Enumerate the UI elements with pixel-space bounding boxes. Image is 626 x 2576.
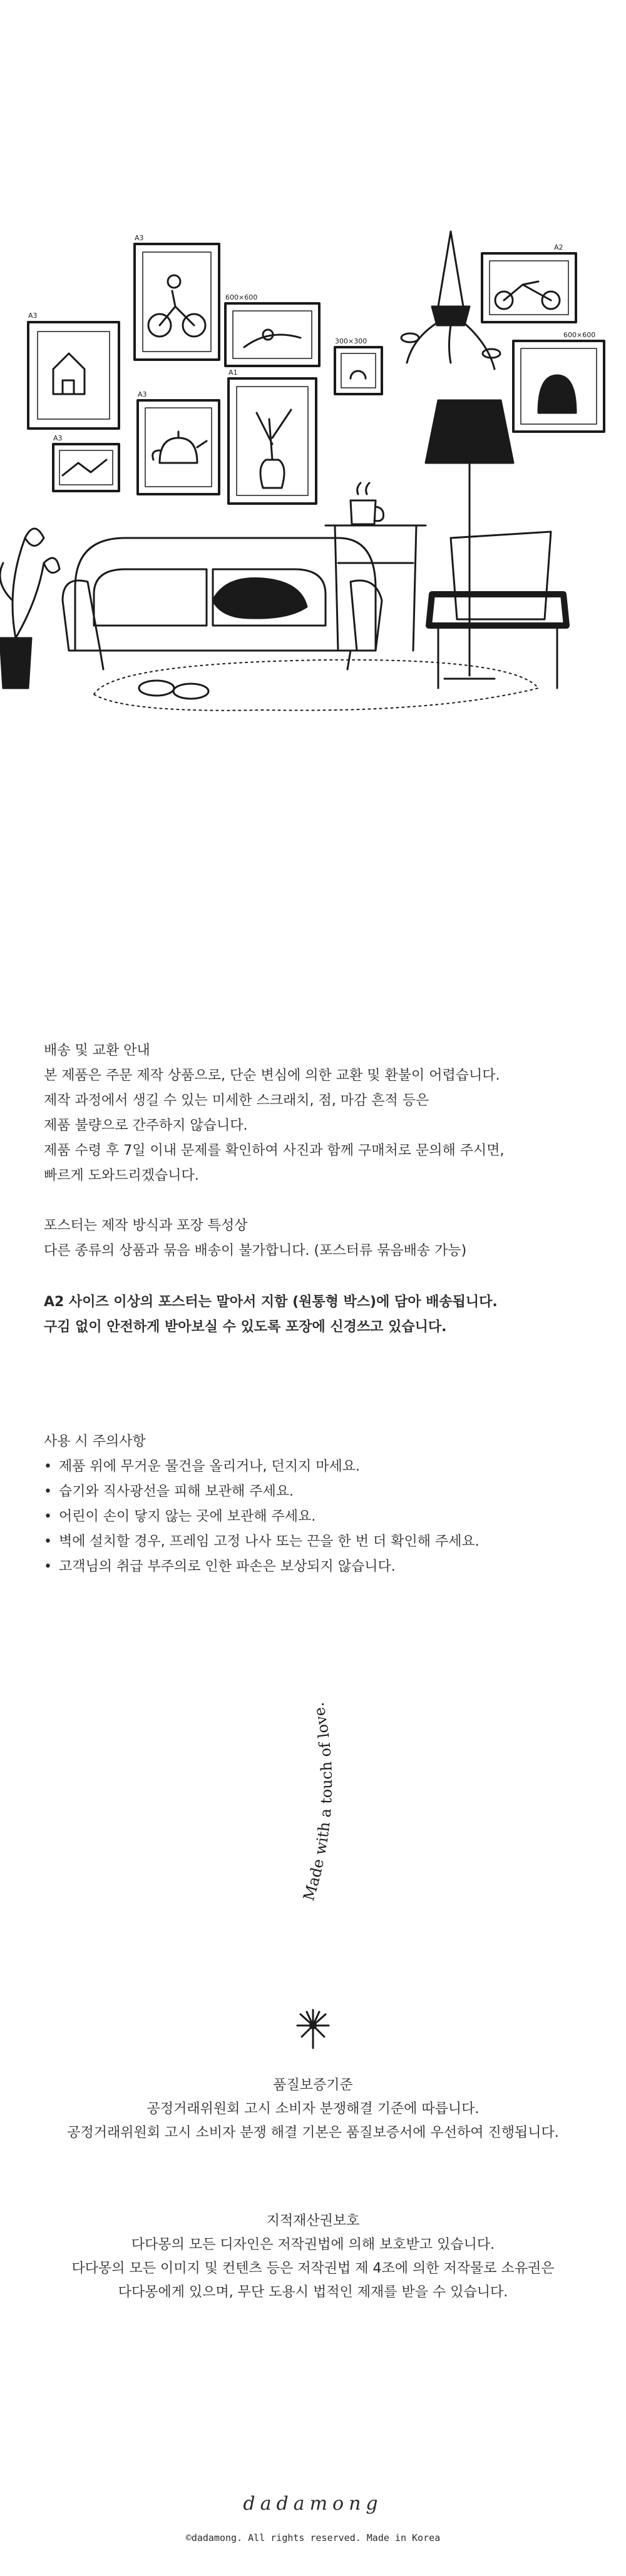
sofa [63, 538, 382, 669]
brand-logo: dadamong [243, 2493, 383, 2515]
shipping-line: 본 제품은 주문 제작 상품으로, 단순 변심에 의한 교환 및 환불이 어렵습니다. [44, 1068, 500, 1083]
flower-mark-icon [294, 2007, 332, 2051]
caution-item: • 고객님의 취급 부주의로 인한 파손은 보상되지 않습니다. [44, 1554, 595, 1580]
packaging-notice [44, 1290, 595, 1340]
armchair [429, 532, 567, 688]
caution-item: • 어린이 손이 닿지 않는 곳에 보관해 주세요. [44, 1504, 595, 1529]
ip-section [0, 2209, 626, 2305]
quality-section [0, 2074, 626, 2145]
frame-label: 600×600 [225, 293, 258, 302]
receipt-line: 제품 수령 후 7일 이내 문제를 확인하여 사진과 함께 구매처로 문의해 주시면, [44, 1143, 505, 1159]
frame-label: A1 [228, 368, 238, 377]
frame-label: A3 [135, 234, 144, 242]
quality-line: 공정거래위원회 고시 소비자 분쟁 해결 기본은 품질보증서에 우선하여 진행됩니다. [67, 2125, 559, 2141]
receipt-line: 빠르게 도와드리겠습니다. [44, 1168, 199, 1184]
ip-title: 지적재산권보호 [266, 2213, 360, 2229]
caution-item: • 습기와 직사광선을 피해 보관해 주세요. [44, 1479, 595, 1504]
frame-bicycle [135, 244, 219, 360]
frame-small-portrait [335, 347, 382, 394]
frame-label: A3 [53, 434, 63, 442]
caution-title: 사용 시 주의사항 [44, 1434, 146, 1449]
tagline-arc [263, 1651, 388, 1914]
frame-teapot [138, 400, 219, 494]
potted-plant [0, 529, 59, 688]
slippers [139, 681, 208, 699]
frame-label: A2 [554, 243, 563, 251]
quality-title: 품질보증기준 [273, 2077, 353, 2093]
shipping-line: 제품 불량으로 간주하지 않습니다. [44, 1118, 248, 1133]
packaging-section [44, 1214, 595, 1264]
shipping-section [44, 1038, 595, 1138]
caution-item: • 벽에 설치할 경우, 프레임 고정 나사 또는 끈을 한 번 더 확인해 주세요. [44, 1529, 595, 1554]
packaging-notice-line: A2 사이즈 이상의 포스터는 말아서 지함 (원통형 박스)에 담아 배송됩니다. [44, 1294, 498, 1310]
receipt-section [44, 1138, 595, 1189]
packaging-notice-line: 구김 없이 안전하게 받아보실 수 있도록 포장에 신경쓰고 있습니다. [44, 1319, 447, 1335]
ip-line: 다다몽의 모든 디자인은 저작권법에 의해 보호받고 있습니다. [131, 2237, 495, 2253]
frame-label: 600×600 [563, 331, 596, 339]
frame-dog-portrait [513, 341, 604, 432]
frame-mini-landscape [53, 444, 119, 491]
caution-list [44, 1454, 595, 1580]
frame-house [28, 322, 119, 428]
rug [94, 660, 538, 711]
ip-line: 다다몽에게 있으며, 무단 도용시 법적인 제재를 받을 수 있습니다. [118, 2284, 508, 2300]
frame-motorbike [482, 253, 576, 322]
shipping-title: 배송 및 교환 안내 [44, 1043, 150, 1058]
quality-line: 공정거래위원회 고시 소비자 분쟁해결 기준에 따릅니다. [146, 2101, 480, 2117]
copyright-text: ©dadamong. All rights reserved. Made in Korea [185, 2532, 441, 2543]
frame-plant-vase [228, 378, 316, 504]
caution-item: • 제품 위에 무거운 물건을 올리거나, 던지지 마세요. [44, 1454, 595, 1479]
ip-line: 다다몽의 모든 이미지 및 컨텐츠 등은 저작권법 제 4조에 의한 저작물로 소유권은 [71, 2261, 555, 2276]
frame-label: A3 [138, 390, 147, 398]
packaging-line: 포스터는 제작 방식과 포장 특성상 [44, 1218, 248, 1234]
caution-section [44, 1429, 595, 1580]
frame-label: 300×300 [335, 337, 367, 345]
frame-lying-person [225, 303, 319, 366]
tagline-text: Made with a touch of love. [300, 1701, 336, 1903]
frame-label: A3 [28, 312, 38, 320]
shipping-line: 제작 과정에서 생길 수 있는 미세한 스크래치, 점, 마감 흔적 등은 [44, 1093, 429, 1108]
living-room-illustration [0, 213, 626, 776]
packaging-line: 다른 종류의 상품과 묶음 배송이 불가합니다. (포스터류 묶음배송 가능) [44, 1243, 467, 1259]
svg-text:Made with a touch of love. [300, 1701, 336, 1902]
